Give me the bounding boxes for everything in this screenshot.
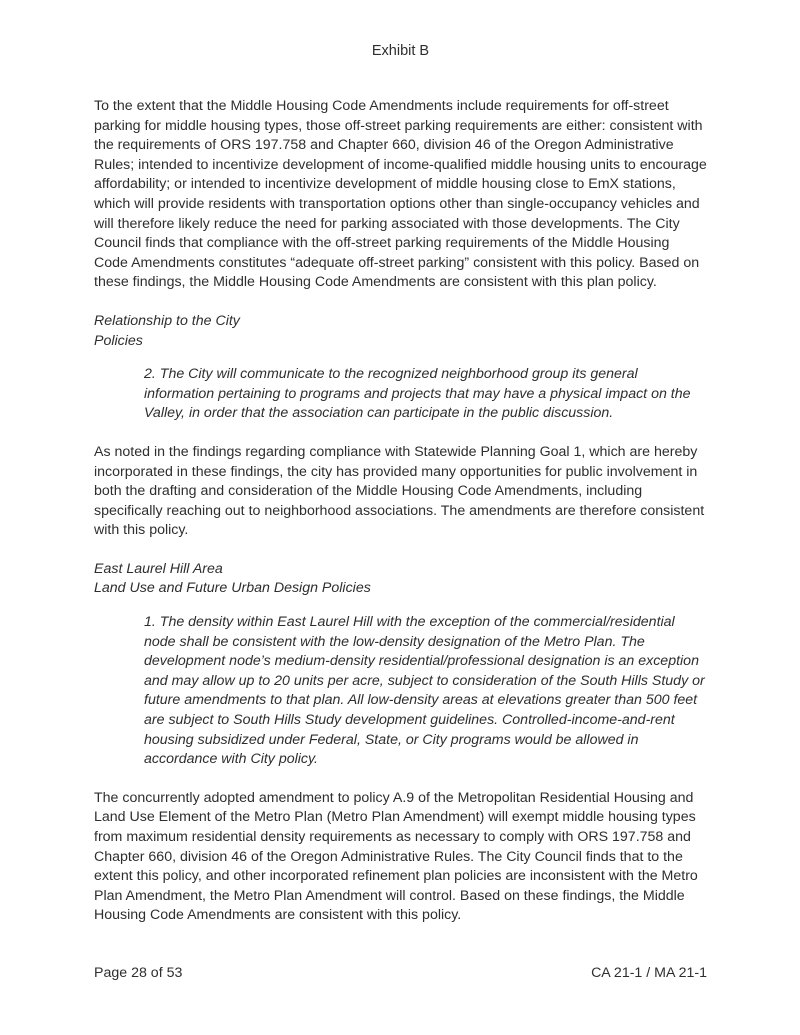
paragraph-goal1-findings: As noted in the findings regarding compliance with Statewide Planning Goal 1, which are hereby incorporated in these findings, the city has provided many opportunities for public involvement in both the drafting and consideration of the Middle Housing Code Amendments, including specifically reaching out to neighborhood associations. The amendments are therefore consistent with this policy. bbox=[94, 443, 705, 539]
heading-line-1: East Laurel Hill Area bbox=[94, 560, 223, 577]
section-heading-east-laurel-hill bbox=[94, 560, 707, 599]
heading-line-2: Policies bbox=[94, 332, 143, 349]
policy-quote-1: 1. The density within East Laurel Hill with the exception of the commercial/residential node shall be consistent with the low-density designation of the Metro Plan. The development node’s medium-density residential/professional designation is an exception and may allow up to 20 units per acre, subject to consideration of the South Hills Study or future amendments to that plan. All low-density areas at elevations greater than 500 feet are subject to South Hills Study development guidelines. Controlled-income-and-rent housing subsidized under Federal, State, or City programs would be allowed in accordance with City policy. bbox=[144, 614, 705, 768]
page-footer bbox=[94, 964, 707, 983]
footer-page-number: Page 28 of 53 bbox=[94, 965, 183, 981]
paragraph-metro-plan-amendment: The concurrently adopted amendment to policy A.9 of the Metropolitan Residential Housing and Land Use Element of the Metro Plan (Metro Plan Amendment) will exempt middle housing types from maximum residential density requirements as necessary to comply with ORS 197.758 and Chapter 660, division 46 of the Oregon Administrative Rules. The City Council finds that to the extent this policy, and other incorporated refinement plan policies are inconsistent with the Metro Plan Amendment, the Metro Plan Amendment will control. Based on these findings, the Middle Housing Code Amendments are consistent with this policy. bbox=[94, 789, 698, 924]
section-heading-relationship-to-city bbox=[94, 312, 707, 351]
policy-quote-2: 2. The City will communicate to the recognized neighborhood group its general information pertaining to programs and projects that may have a physical impact on the Valley, in order that the association can participate in the public discussion. bbox=[144, 366, 691, 422]
page-title: Exhibit B bbox=[371, 43, 430, 59]
paragraph-offstreet-parking: To the extent that the Middle Housing Code Amendments include requirements for off-street parking for middle housing types, those off-street parking requirements are either: consistent with the requirements of ORS 197.758 and Chapter 660, division 46 of the Oregon Administrative Rules; intended to incentivize development of income-qualified middle housing units to encourage affordability; or intended to incentivize development of middle housing close to EmX stations, which will provide residents with transportation options other than single-occupancy vehicles and will therefore likely reduce the need for parking associated with those developments. The City Council finds that compliance with the off-street parking requirements of the Middle Housing Code Amendments constitutes “adequate off-street parking” consistent with this policy. Based on these findings, the Middle Housing Code Amendments are consistent with this plan policy. bbox=[94, 98, 707, 291]
heading-line-1: Relationship to the City bbox=[94, 312, 240, 329]
heading-line-2: Land Use and Future Urban Design Policies bbox=[94, 580, 371, 597]
footer-case-number: CA 21-1 / MA 21-1 bbox=[591, 965, 707, 981]
